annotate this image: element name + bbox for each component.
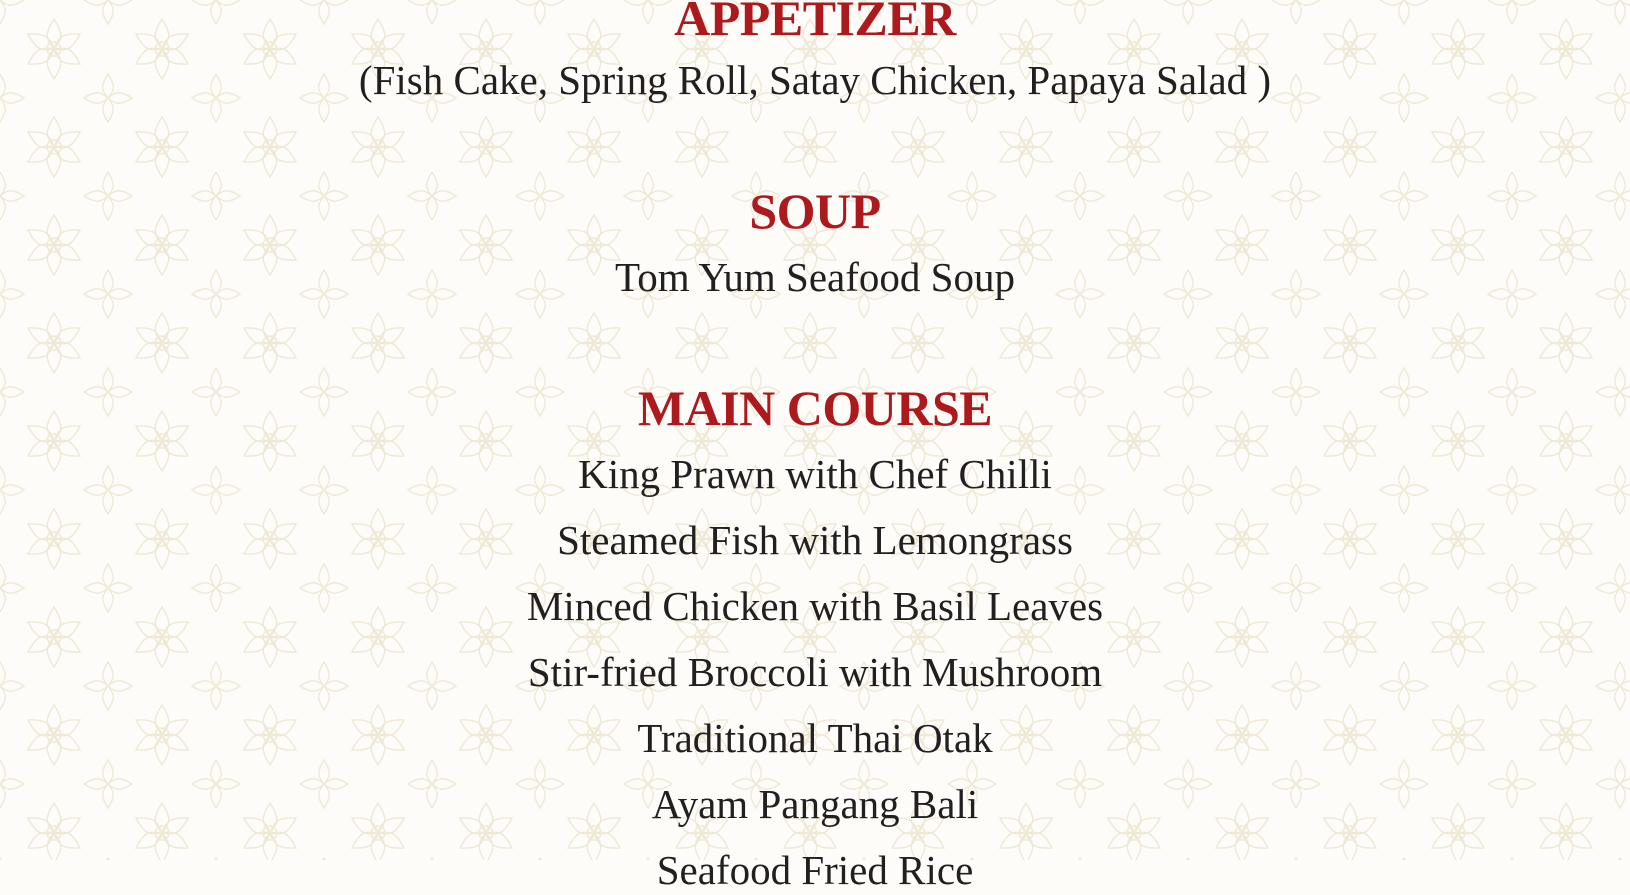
section-heading-main-course: MAIN COURSE (637, 380, 993, 436)
section-heading-appetizer: APPETIZER (674, 0, 956, 46)
menu-item: King Prawn with Chef Chilli (578, 451, 1052, 497)
section-heading-soup: SOUP (749, 183, 881, 239)
menu-item: Tom Yum Seafood Soup (615, 254, 1015, 300)
menu-item: Steamed Fish with Lemongrass (557, 517, 1073, 563)
menu-item: (Fish Cake, Spring Roll, Satay Chicken, Papaya Salad ) (358, 57, 1272, 103)
menu-item: Stir-fried Broccoli with Mushroom (527, 649, 1103, 695)
menu-item: Seafood Fried Rice (656, 847, 974, 893)
menu-item: Minced Chicken with Basil Leaves (526, 583, 1104, 629)
menu-item: Traditional Thai Otak (637, 715, 993, 761)
menu-item: Ayam Pangang Bali (651, 781, 979, 827)
